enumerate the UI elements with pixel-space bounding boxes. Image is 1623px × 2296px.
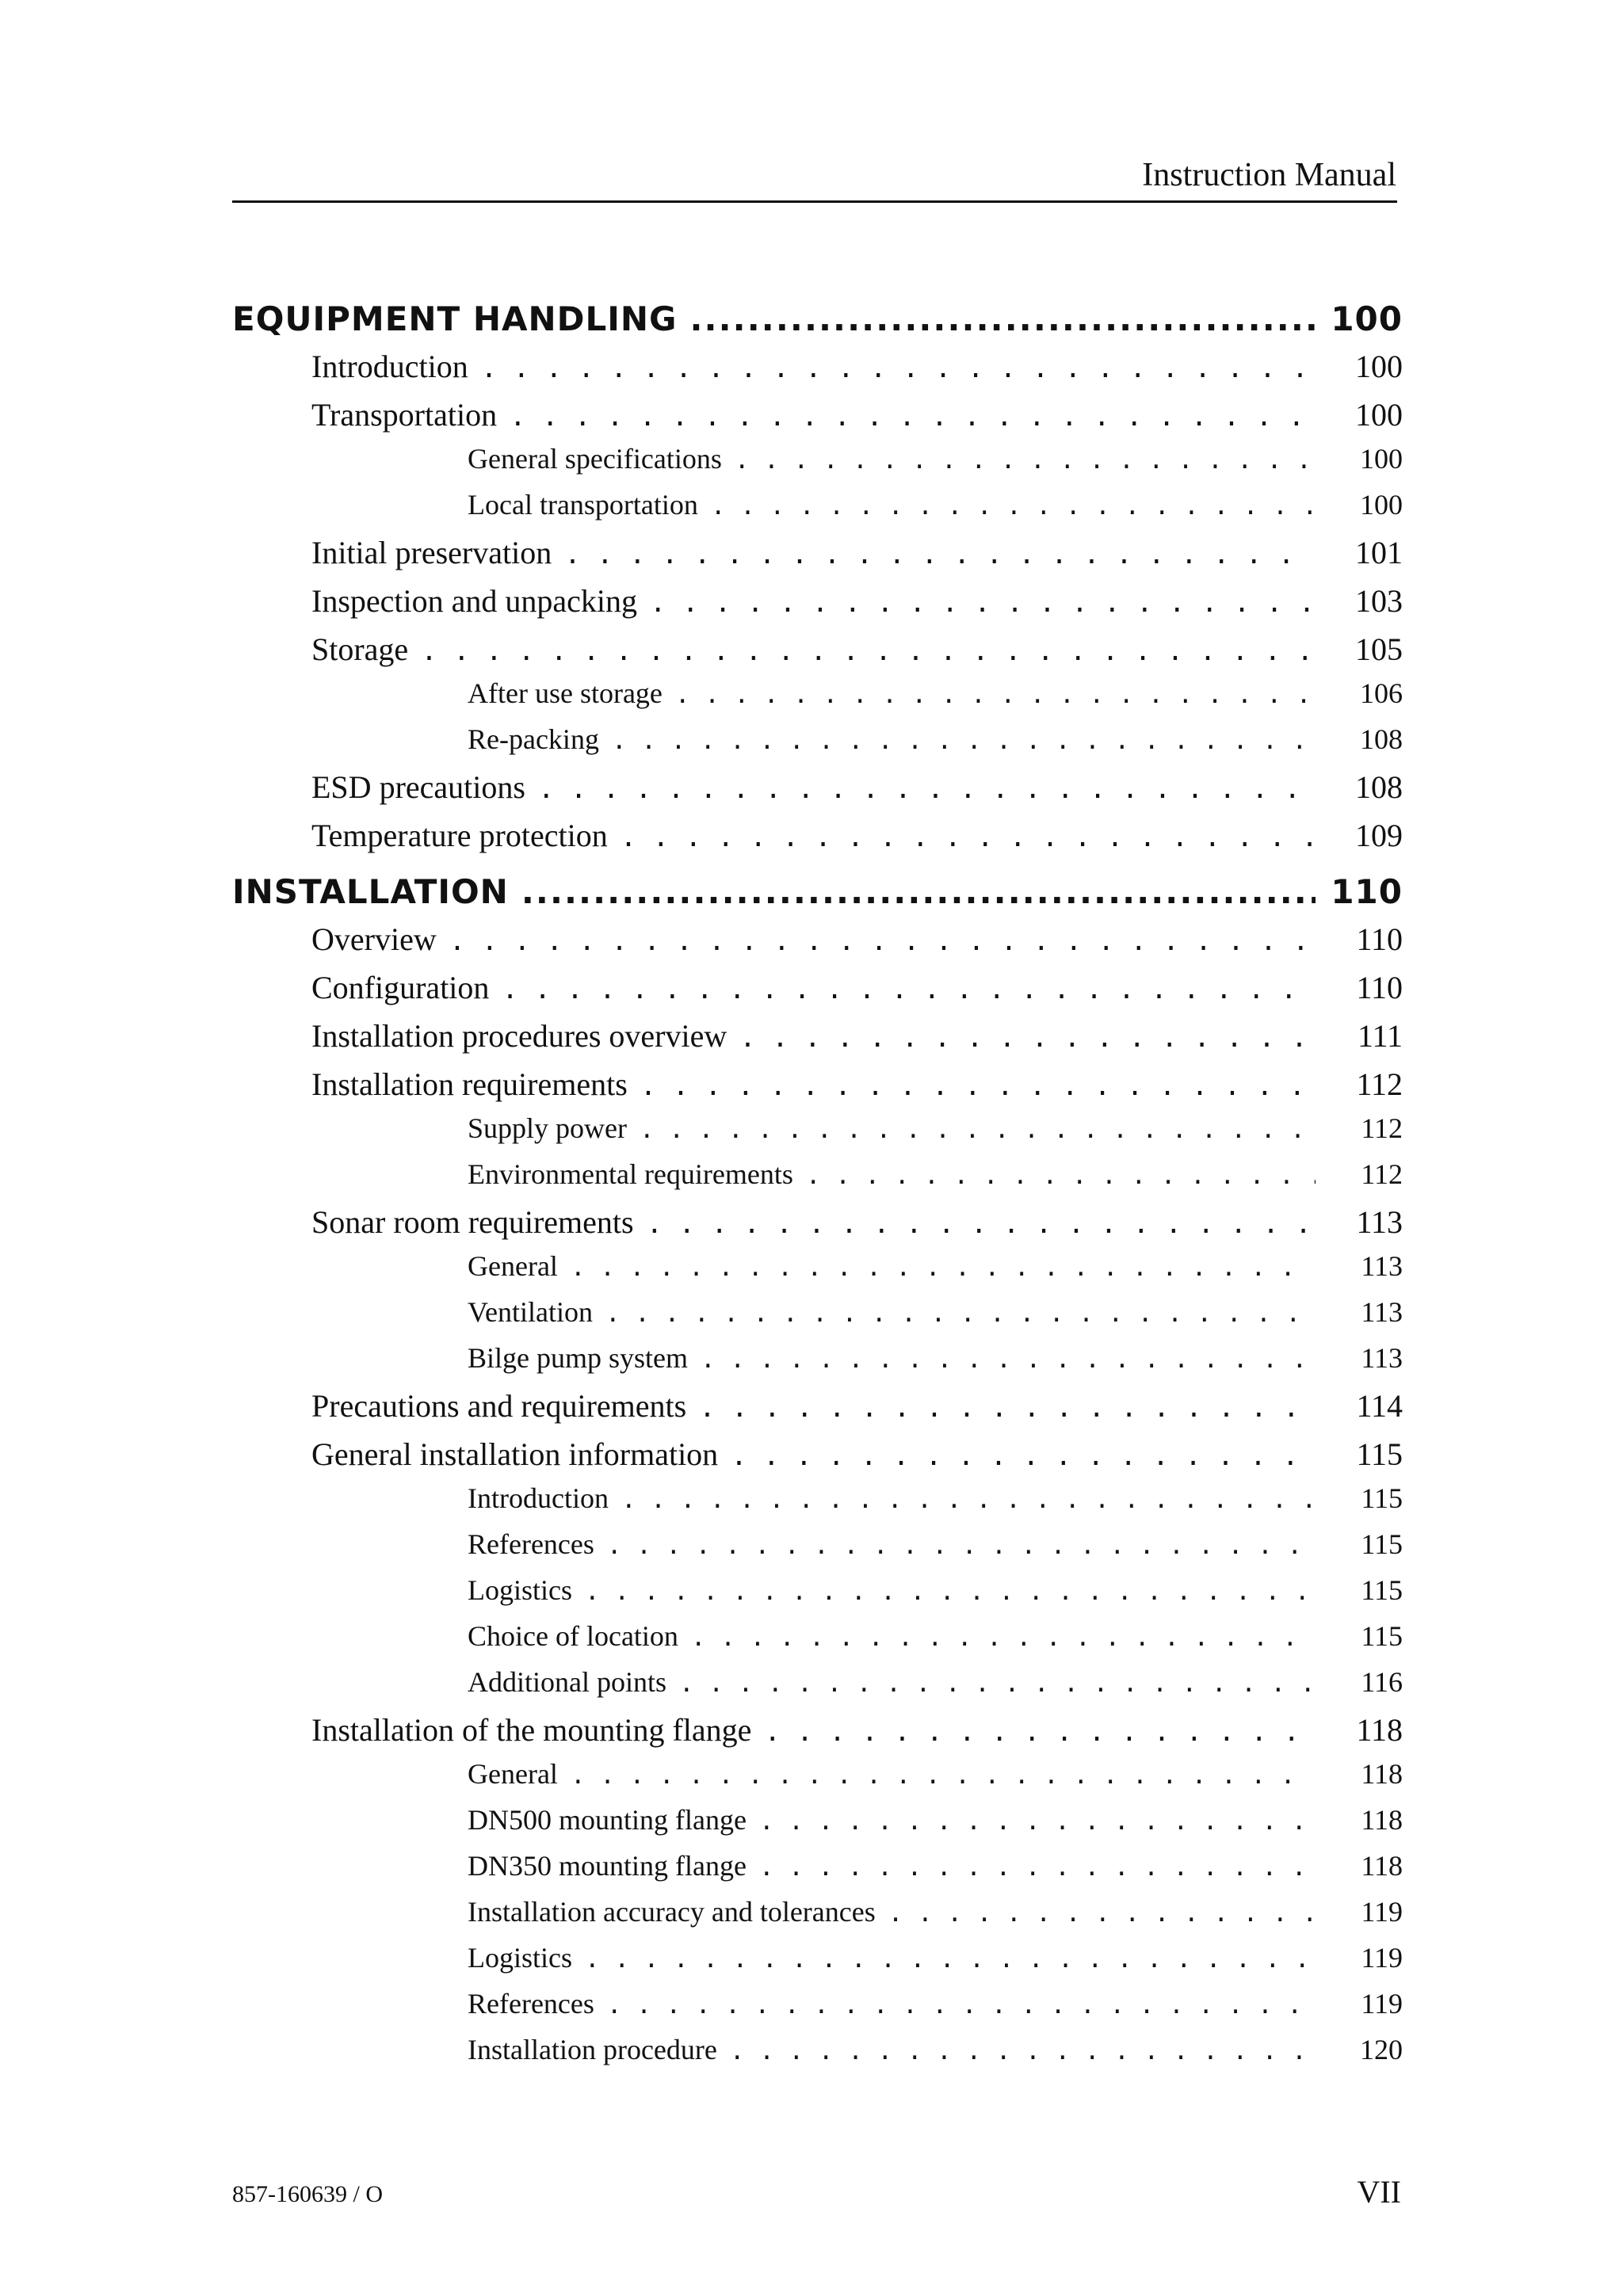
toc-entry-title: Local transportation [468, 489, 698, 521]
toc-leader-dots [730, 2037, 1316, 2065]
toc-entry-title: DN500 mounting flange [468, 1804, 747, 1836]
toc-leader-dots [538, 773, 1316, 805]
toc-entry-title: Sonar room requirements [311, 1204, 634, 1240]
toc-entry-page: 119 [1361, 1896, 1403, 1928]
toc-entry-title: Precautions and requirements [311, 1388, 687, 1424]
running-header-title: Instruction Manual [1142, 157, 1396, 193]
toc-leader-dots [521, 872, 1316, 911]
toc-section[interactable] [311, 769, 1403, 814]
toc-leader-dots [690, 299, 1316, 338]
toc-leader-dots [711, 492, 1316, 521]
toc-entry-title: Supply power [468, 1112, 627, 1144]
toc-entry-page: 119 [1361, 1942, 1403, 1974]
toc-section[interactable] [311, 348, 1403, 394]
toc-entry-page: 112 [1361, 1112, 1403, 1144]
toc-leader-dots [502, 974, 1316, 1005]
toc-chapter[interactable] [232, 872, 1403, 923]
toc-entry-title: References [468, 1988, 594, 2019]
toc-section[interactable] [311, 396, 1403, 442]
toc-entry-page: 105 [1355, 631, 1403, 667]
toc-entry-page: 111 [1357, 1018, 1403, 1054]
toc-entry-title: Re-packing [468, 723, 599, 755]
toc-leader-dots [585, 1945, 1316, 1974]
toc-entry-page: 119 [1361, 1988, 1403, 2019]
toc-section[interactable] [311, 969, 1403, 1015]
toc-entry-page: 115 [1361, 1620, 1403, 1652]
toc-subsection[interactable] [468, 1619, 1403, 1664]
toc-entry-title: Installation requirements [311, 1066, 628, 1102]
toc-entry-page: 116 [1361, 1666, 1403, 1698]
toc-entry-title: After use storage [468, 677, 663, 709]
toc-section[interactable] [311, 1203, 1403, 1249]
toc-entry-title: Introduction [311, 349, 468, 384]
toc-subsection[interactable] [468, 1573, 1403, 1618]
toc-entry-title: Initial preservation [311, 535, 552, 570]
toc-entry-title: Logistics [468, 1942, 572, 1974]
toc-entry-page: 100 [1360, 443, 1403, 475]
toc-section[interactable] [311, 921, 1403, 967]
toc-entry-title: Logistics [468, 1574, 572, 1606]
toc-section[interactable] [311, 1066, 1403, 1112]
toc-entry-title: Bilge pump system [468, 1342, 688, 1374]
toc-leader-dots [759, 1807, 1316, 1836]
toc-entry-page: 106 [1360, 677, 1403, 709]
toc-entry-title: General installation information [311, 1436, 719, 1472]
toc-subsection[interactable] [468, 1987, 1403, 2031]
toc-entry-page: 108 [1355, 769, 1403, 805]
toc-entry-page: 118 [1361, 1850, 1403, 1882]
toc-entry-page: 100 [1355, 349, 1403, 384]
toc-section[interactable] [311, 1017, 1403, 1063]
toc-entry-title: Overview [311, 921, 437, 957]
toc-entry-title: Transportation [311, 397, 498, 433]
toc-subsection[interactable] [468, 1849, 1403, 1894]
toc-chapter[interactable] [232, 299, 1403, 350]
toc-entry-page: 120 [1360, 2034, 1403, 2065]
header-rule [232, 200, 1397, 203]
toc-leader-dots [612, 727, 1316, 755]
toc-entry-page: 113 [1361, 1342, 1403, 1374]
toc-leader-dots [675, 681, 1316, 709]
toc-leader-dots [621, 1486, 1316, 1514]
toc-entry-page: 115 [1361, 1528, 1403, 1560]
toc-section[interactable] [311, 1387, 1403, 1433]
toc-leader-dots [739, 1022, 1316, 1054]
toc-subsection[interactable] [468, 1295, 1403, 1340]
toc-section[interactable] [311, 582, 1403, 628]
toc-leader-dots [647, 1208, 1316, 1240]
toc-leader-dots [650, 587, 1316, 619]
toc-entry-page: 115 [1361, 1482, 1403, 1514]
toc-subsection[interactable] [468, 1803, 1403, 1848]
toc-subsection[interactable] [468, 723, 1403, 767]
toc-entry-title: Introduction [468, 1482, 609, 1514]
toc-subsection[interactable] [468, 1527, 1403, 1572]
toc-entry-title: General specifications [468, 443, 722, 475]
toc-entry-page: 103 [1355, 583, 1403, 619]
toc-section[interactable] [311, 1436, 1403, 1482]
toc-leader-dots [699, 1392, 1316, 1424]
toc-entry-page: 114 [1356, 1388, 1403, 1424]
toc-entry-title: General [468, 1758, 558, 1790]
toc-entry-title: Installation accuracy and tolerances [468, 1896, 876, 1928]
toc-leader-dots [888, 1899, 1316, 1928]
toc-entry-title: Storage [311, 631, 409, 667]
toc-subsection[interactable] [468, 1341, 1403, 1386]
toc-entry-title: ESD precautions [311, 769, 525, 805]
toc-leader-dots [607, 1991, 1316, 2019]
toc-entry-title: Installation procedures overview [311, 1018, 727, 1054]
toc-entry-page: 100 [1355, 397, 1403, 433]
toc-entry-page: 113 [1361, 1296, 1403, 1328]
toc-entry-title: Inspection and unpacking [311, 583, 637, 619]
toc-leader-dots [759, 1853, 1316, 1882]
toc-entry-page: 118 [1356, 1712, 1403, 1748]
toc-entry-page: 112 [1356, 1066, 1403, 1102]
toc-section[interactable] [311, 534, 1403, 580]
toc-leader-dots [735, 446, 1316, 475]
toc-entry-title: EQUIPMENT HANDLING [232, 299, 678, 338]
toc-subsection[interactable] [468, 1249, 1403, 1294]
toc-leader-dots [607, 1531, 1316, 1560]
toc-leader-dots [605, 1299, 1316, 1328]
toc-entry-page: 113 [1361, 1250, 1403, 1282]
toc-leader-dots [679, 1669, 1316, 1698]
toc-subsection[interactable] [468, 442, 1403, 486]
toc-entry-page: 110 [1331, 872, 1403, 911]
toc-subsection[interactable] [468, 1158, 1403, 1202]
toc-entry-title: Ventilation [468, 1296, 593, 1328]
toc-leader-dots [640, 1116, 1316, 1144]
toc-entry-page: 112 [1361, 1158, 1403, 1190]
toc-section[interactable] [311, 817, 1403, 863]
toc-leader-dots [691, 1623, 1316, 1652]
toc-entry-page: 101 [1355, 535, 1403, 570]
toc-subsection[interactable] [468, 1482, 1403, 1526]
toc-entry-title: Additional points [468, 1666, 666, 1698]
toc-subsection[interactable] [468, 677, 1403, 721]
toc-entry-page: 115 [1361, 1574, 1403, 1606]
toc-entry-page: 109 [1355, 818, 1403, 853]
toc-subsection[interactable] [468, 1895, 1403, 1939]
toc-subsection[interactable] [468, 2033, 1403, 2077]
toc-entry-page: 118 [1361, 1804, 1403, 1836]
toc-leader-dots [571, 1761, 1316, 1790]
toc-leader-dots [449, 925, 1316, 957]
toc-subsection[interactable] [468, 1941, 1403, 1985]
toc-entry-page: 115 [1356, 1436, 1403, 1472]
toc-entry-page: 100 [1331, 299, 1403, 338]
document-number: 857-160639 / O [232, 2181, 383, 2207]
toc-subsection[interactable] [468, 1665, 1403, 1710]
toc-entry-page: 113 [1356, 1204, 1403, 1240]
toc-leader-dots [564, 539, 1316, 570]
toc-entry-page: 100 [1360, 489, 1403, 521]
toc-entry-page: 108 [1360, 723, 1403, 755]
toc-entry-title: DN350 mounting flange [468, 1850, 747, 1882]
toc-entry-title: References [468, 1528, 594, 1560]
toc-entry-page: 110 [1356, 921, 1403, 957]
page-number: VII [1357, 2174, 1401, 2210]
toc-subsection[interactable] [468, 1757, 1403, 1802]
toc-entry-title: General [468, 1250, 558, 1282]
toc-subsection[interactable] [468, 488, 1403, 532]
toc-entry-title: Temperature protection [311, 818, 608, 853]
toc-leader-dots [764, 1716, 1316, 1748]
toc-section[interactable] [311, 631, 1403, 677]
toc-leader-dots [571, 1253, 1316, 1282]
toc-leader-dots [510, 401, 1316, 433]
toc-entry-title: Installation procedure [468, 2034, 717, 2065]
toc-entry-title: Choice of location [468, 1620, 678, 1652]
toc-entry-page: 118 [1361, 1758, 1403, 1790]
toc-leader-dots [701, 1345, 1316, 1374]
toc-leader-dots [806, 1161, 1316, 1190]
toc-entry-title: Configuration [311, 970, 490, 1005]
toc-section[interactable] [311, 1711, 1403, 1757]
toc-leader-dots [731, 1440, 1316, 1472]
toc-entry-title: INSTALLATION [232, 872, 509, 911]
toc-entry-page: 110 [1356, 970, 1403, 1005]
toc-leader-dots [585, 1577, 1316, 1606]
toc-leader-dots [640, 1070, 1316, 1102]
toc-entry-title: Environmental requirements [468, 1158, 793, 1190]
toc-subsection[interactable] [468, 1112, 1403, 1156]
toc-leader-dots [481, 353, 1316, 384]
toc-leader-dots [421, 635, 1316, 667]
toc-entry-title: Installation of the mounting flange [311, 1712, 752, 1748]
toc-leader-dots [621, 822, 1316, 853]
